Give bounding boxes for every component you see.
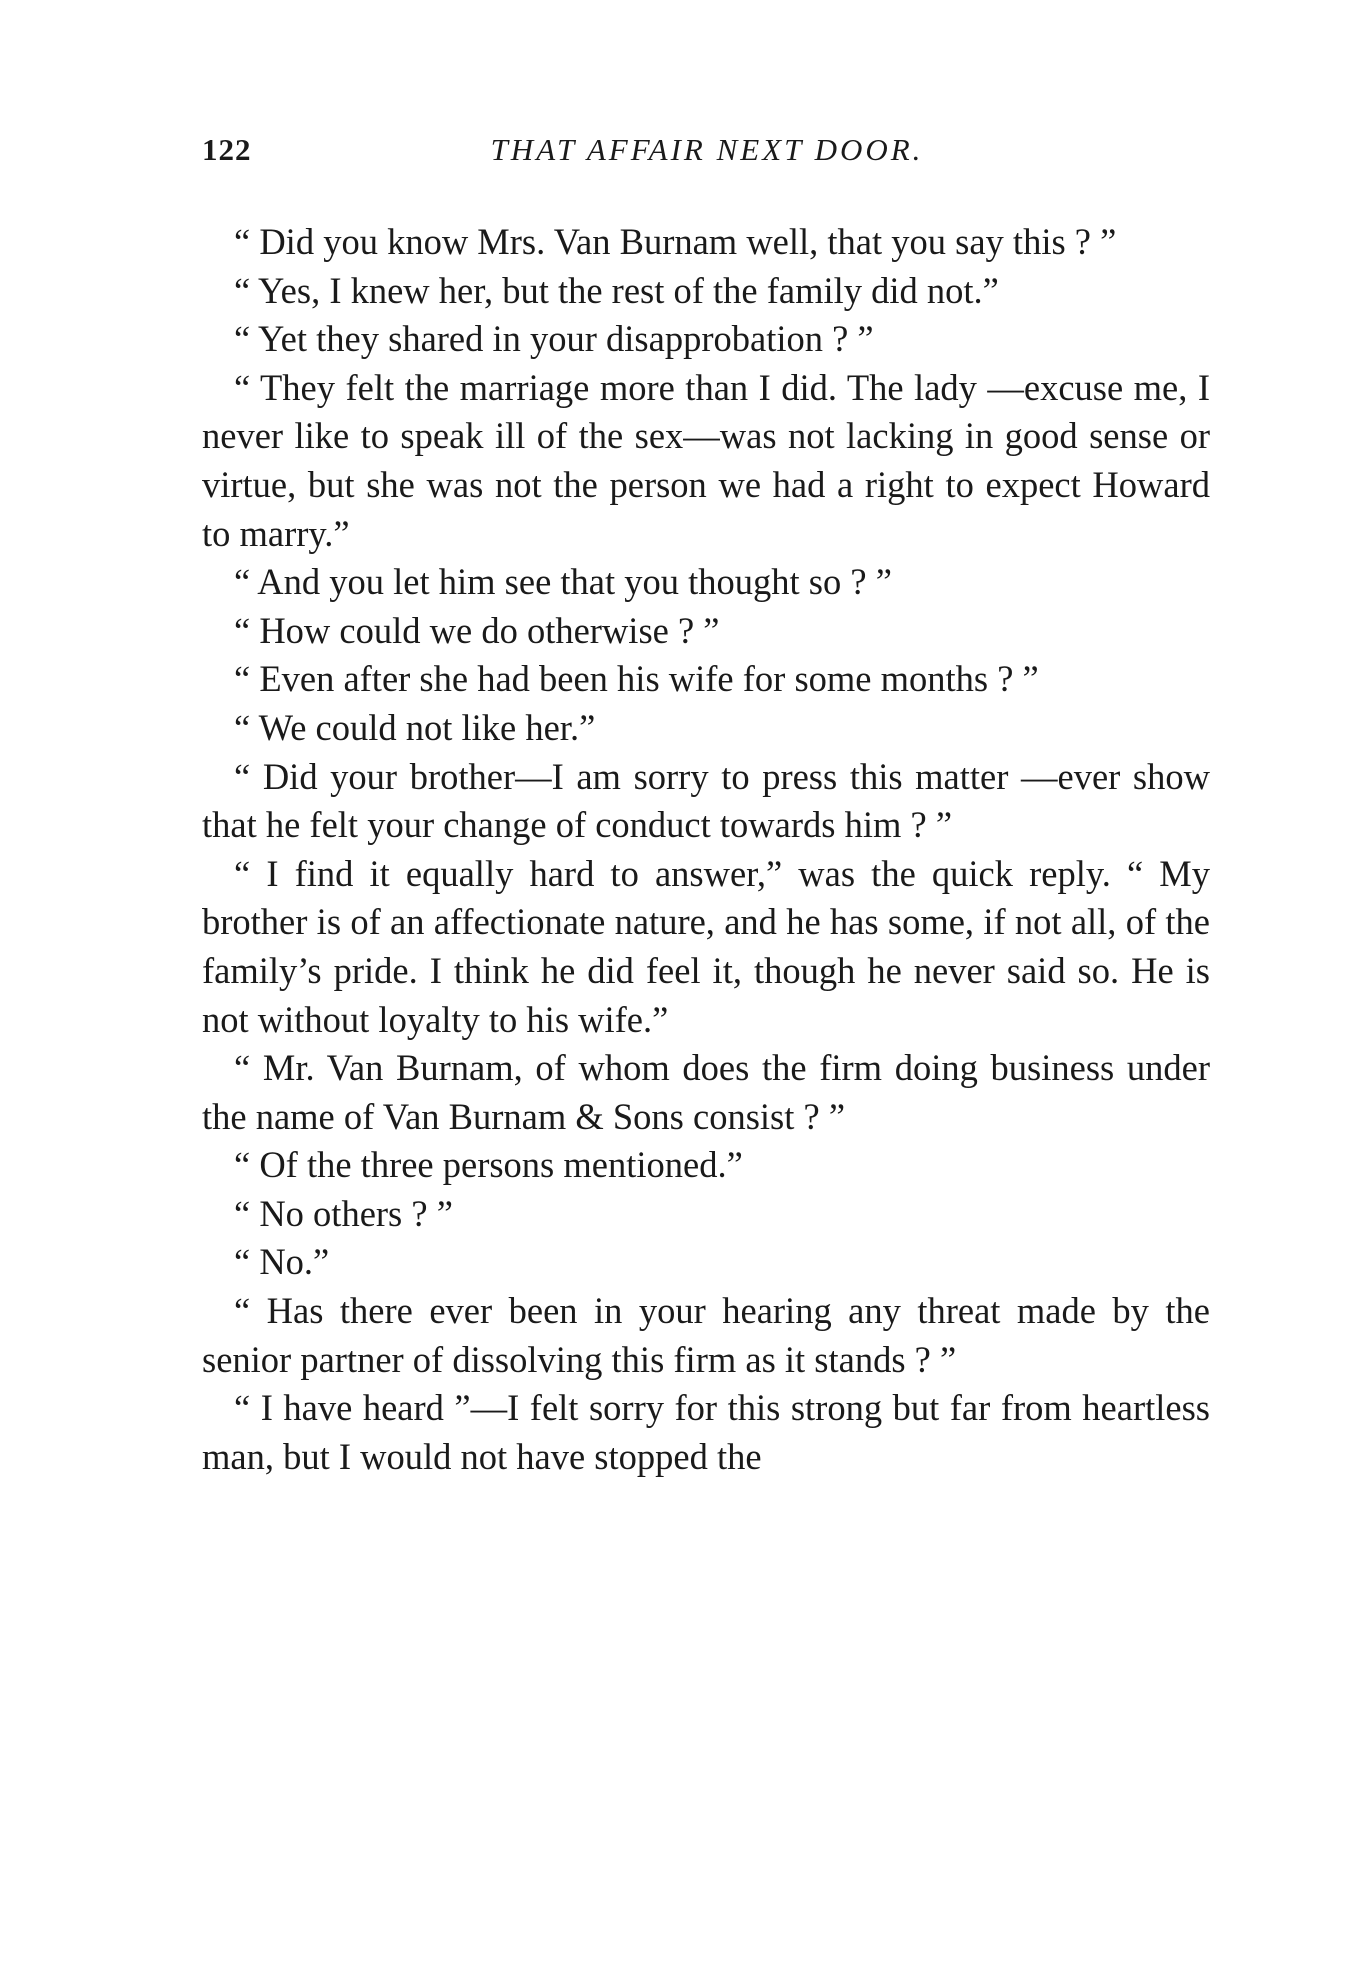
paragraph: “ And you let him see that you thought so ? ” [234,561,892,603]
paragraph: “ Even after she had been his wife for some months ? ” [234,658,1039,700]
paragraph: “ Mr. Van Burnam, of whom does the firm doing business under the name of Van Burnam & Sons consist ? ” [202,1047,1210,1137]
page-number: 122 [202,132,252,167]
paragraph: “ They felt the marriage more than I did. The lady —excuse me, I never like to speak ill of the sex—was not lacking in good sense or virtue, but she was not the person we had a right to expect Howard to marry.” [202,366,1210,554]
paragraph: “ We could not like her.” [234,706,596,748]
paragraph: “ Did you know Mrs. Van Burnam well, that you say this ? ” [234,221,1117,262]
running-title: THAT AFFAIR NEXT DOOR. [490,132,924,167]
paragraph: “ I find it equally hard to answer,” was the quick reply. “ My brother is of an affectionate nature, and he has some, if not all, of the family’s pride. I think he did feel it, though he never said so. He is not without loyalty to his wife.” [202,852,1210,1040]
paragraph: “ No.” [234,1241,330,1283]
paragraph: “ I have heard ”—I felt sorry for this strong but far from heartless man, but I would not have stopped the [202,1387,1210,1477]
paragraph: “ Of the three persons mentioned.” [234,1144,743,1186]
body-text [202,218,1210,1481]
paragraph: “ Yes, I knew her, but the rest of the family did not.” [234,269,999,311]
paragraph: “ How could we do otherwise ? ” [234,609,720,651]
page-header [202,128,1212,172]
paragraph: “ No others ? ” [234,1192,453,1234]
paragraph: “ Did your brother—I am sorry to press this matter —ever show that he felt your change of conduct towards him ? ” [202,755,1210,846]
paragraph: “ Yet they shared in your disapprobation ? ” [234,318,874,360]
paragraph: “ Has there ever been in your hearing any threat made by the senior partner of dissolving this firm as it stands ? ” [202,1290,1210,1380]
